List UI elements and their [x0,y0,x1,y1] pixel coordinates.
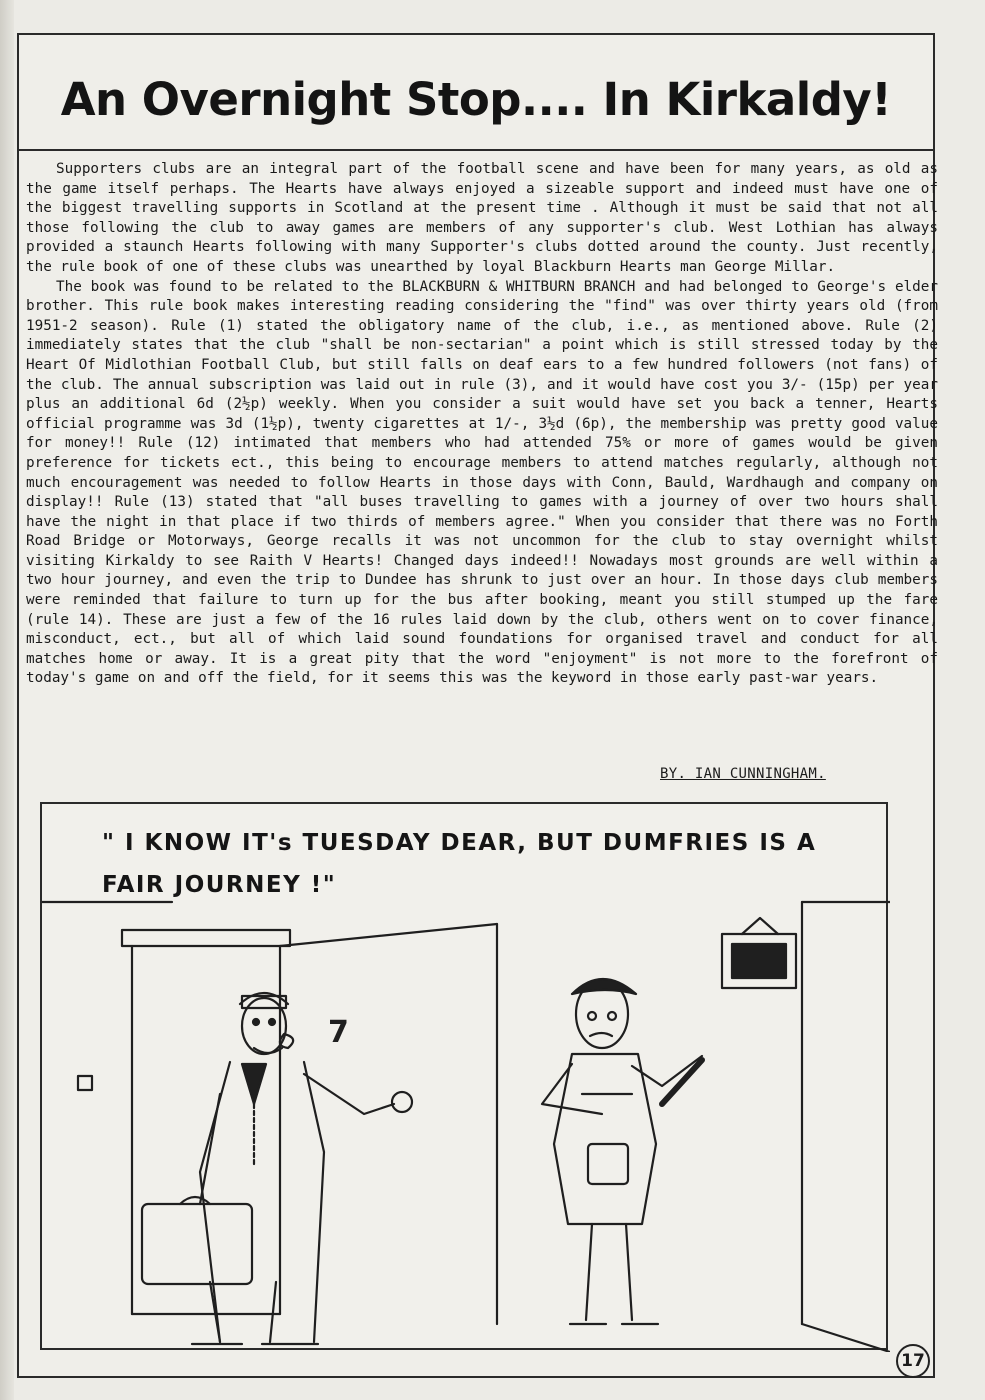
cartoon-caption: " I KNOW IT's TUESDAY DEAR, BUT DUMFRIES IS A FAIR JOURNEY !" [102,830,817,898]
woman-apron-pocket [588,1144,628,1184]
door-lintel [122,930,290,946]
title-panel [17,33,935,151]
article-paragraph-1: Supporters clubs are an integral part of the football scene and have been for many years, as old as the game itself perhaps. The Hearts have always enjoyed a sizeable support and indeed must have one of the biggest travelling supports in Scotland at the present time . Although it must be said that not all those following the club to away games are members of any supporter's club. West Lothian has always provided a staunch Hearts following with many Supporter's clubs dotted around the county. Just recently, the rule book of one of these clubs was unearthed by loyal Blackburn Hearts man George Millar. [26,161,938,275]
woman-dress [554,1054,656,1224]
cartoon-panel [40,802,888,1350]
door-number: 7 [328,1015,349,1050]
man-hand [392,1092,412,1112]
article-paragraph-2: The book was found to be related to the BLACKBURN & WHITBURN BRANCH and had belonged to George's elder brother. This rule book makes interesting reading considering the "find" was over thirty years old (from 1951-2 season). Rule (1) stated the obligatory name of the club, i.e., as mentioned above. Rule (2) immediately states that the club "shall be non-sectarian" a point which is still stressed today by the Heart Of Midlothian Football Club, but still falls on deaf ears to a few hundred followers (not fans) of the club. The annual subscription was laid out in rule (3), and it would have cost you 3/- (15p) per year plus an additional 6d (2½p) weekly. When you consider a suit would have set you back a tenner, Hearts official programme was 3d (1½p), twenty cigarettes at 1/-, 3½d (6p), the membership was pretty good value for money!! Rule (12) intimated that members who had attended 75% or more of games would be given preference for tickets ect., this being to encourage members to attend matches regularly, although not much encouragement was needed to follow Hearts in those days with Conn, Bauld, Wardhaugh and company on display!! Rule (13) stated that "all buses travelling to games with a journey of over two hours shall have the night in that place if two thirds of members agree." When you consider that there was no Forth Road Bridge or Motorways, George recalls it was not uncommon for the club to stay overnight whilst visiting Kirkaldy to see Raith V Hearts! Changed days indeed!! Nowadays most grounds are well within a two hour journey, and even the trip to Dundee has shrunk to just over an hour. In those days club members were reminded that failure to turn up for the bus after booking, meant you still stumped up the fare (rule 14). These are just a few of the 16 rules laid down by the club, others went on to cover finance, misconduct, ect., but all of which laid sound foundations for organised travel and conduct for all matches home or away. It is a great pity that the word "enjoyment" is not more to the forefront of today's game on and off the field, for it seems this was the keyword in those early past-war years. [26,278,938,687]
open-door-top [280,924,497,946]
article-byline: BY. IAN CUNNINGHAM. [660,766,826,782]
page-number: 17 [896,1344,930,1378]
article-title: An Overnight Stop.... In Kirkaldy! [60,73,892,126]
man-arm [304,1074,394,1114]
man-scarf [242,1064,266,1104]
article-body [26,160,938,689]
light-switch [78,1076,92,1090]
suitcase [142,1204,252,1284]
man-coat-left [200,1062,230,1342]
woman-hair-curlers [572,979,636,994]
cartoon-drawing [42,804,890,1352]
floor-line [802,1324,890,1352]
page-edge-shadow [0,0,14,1400]
